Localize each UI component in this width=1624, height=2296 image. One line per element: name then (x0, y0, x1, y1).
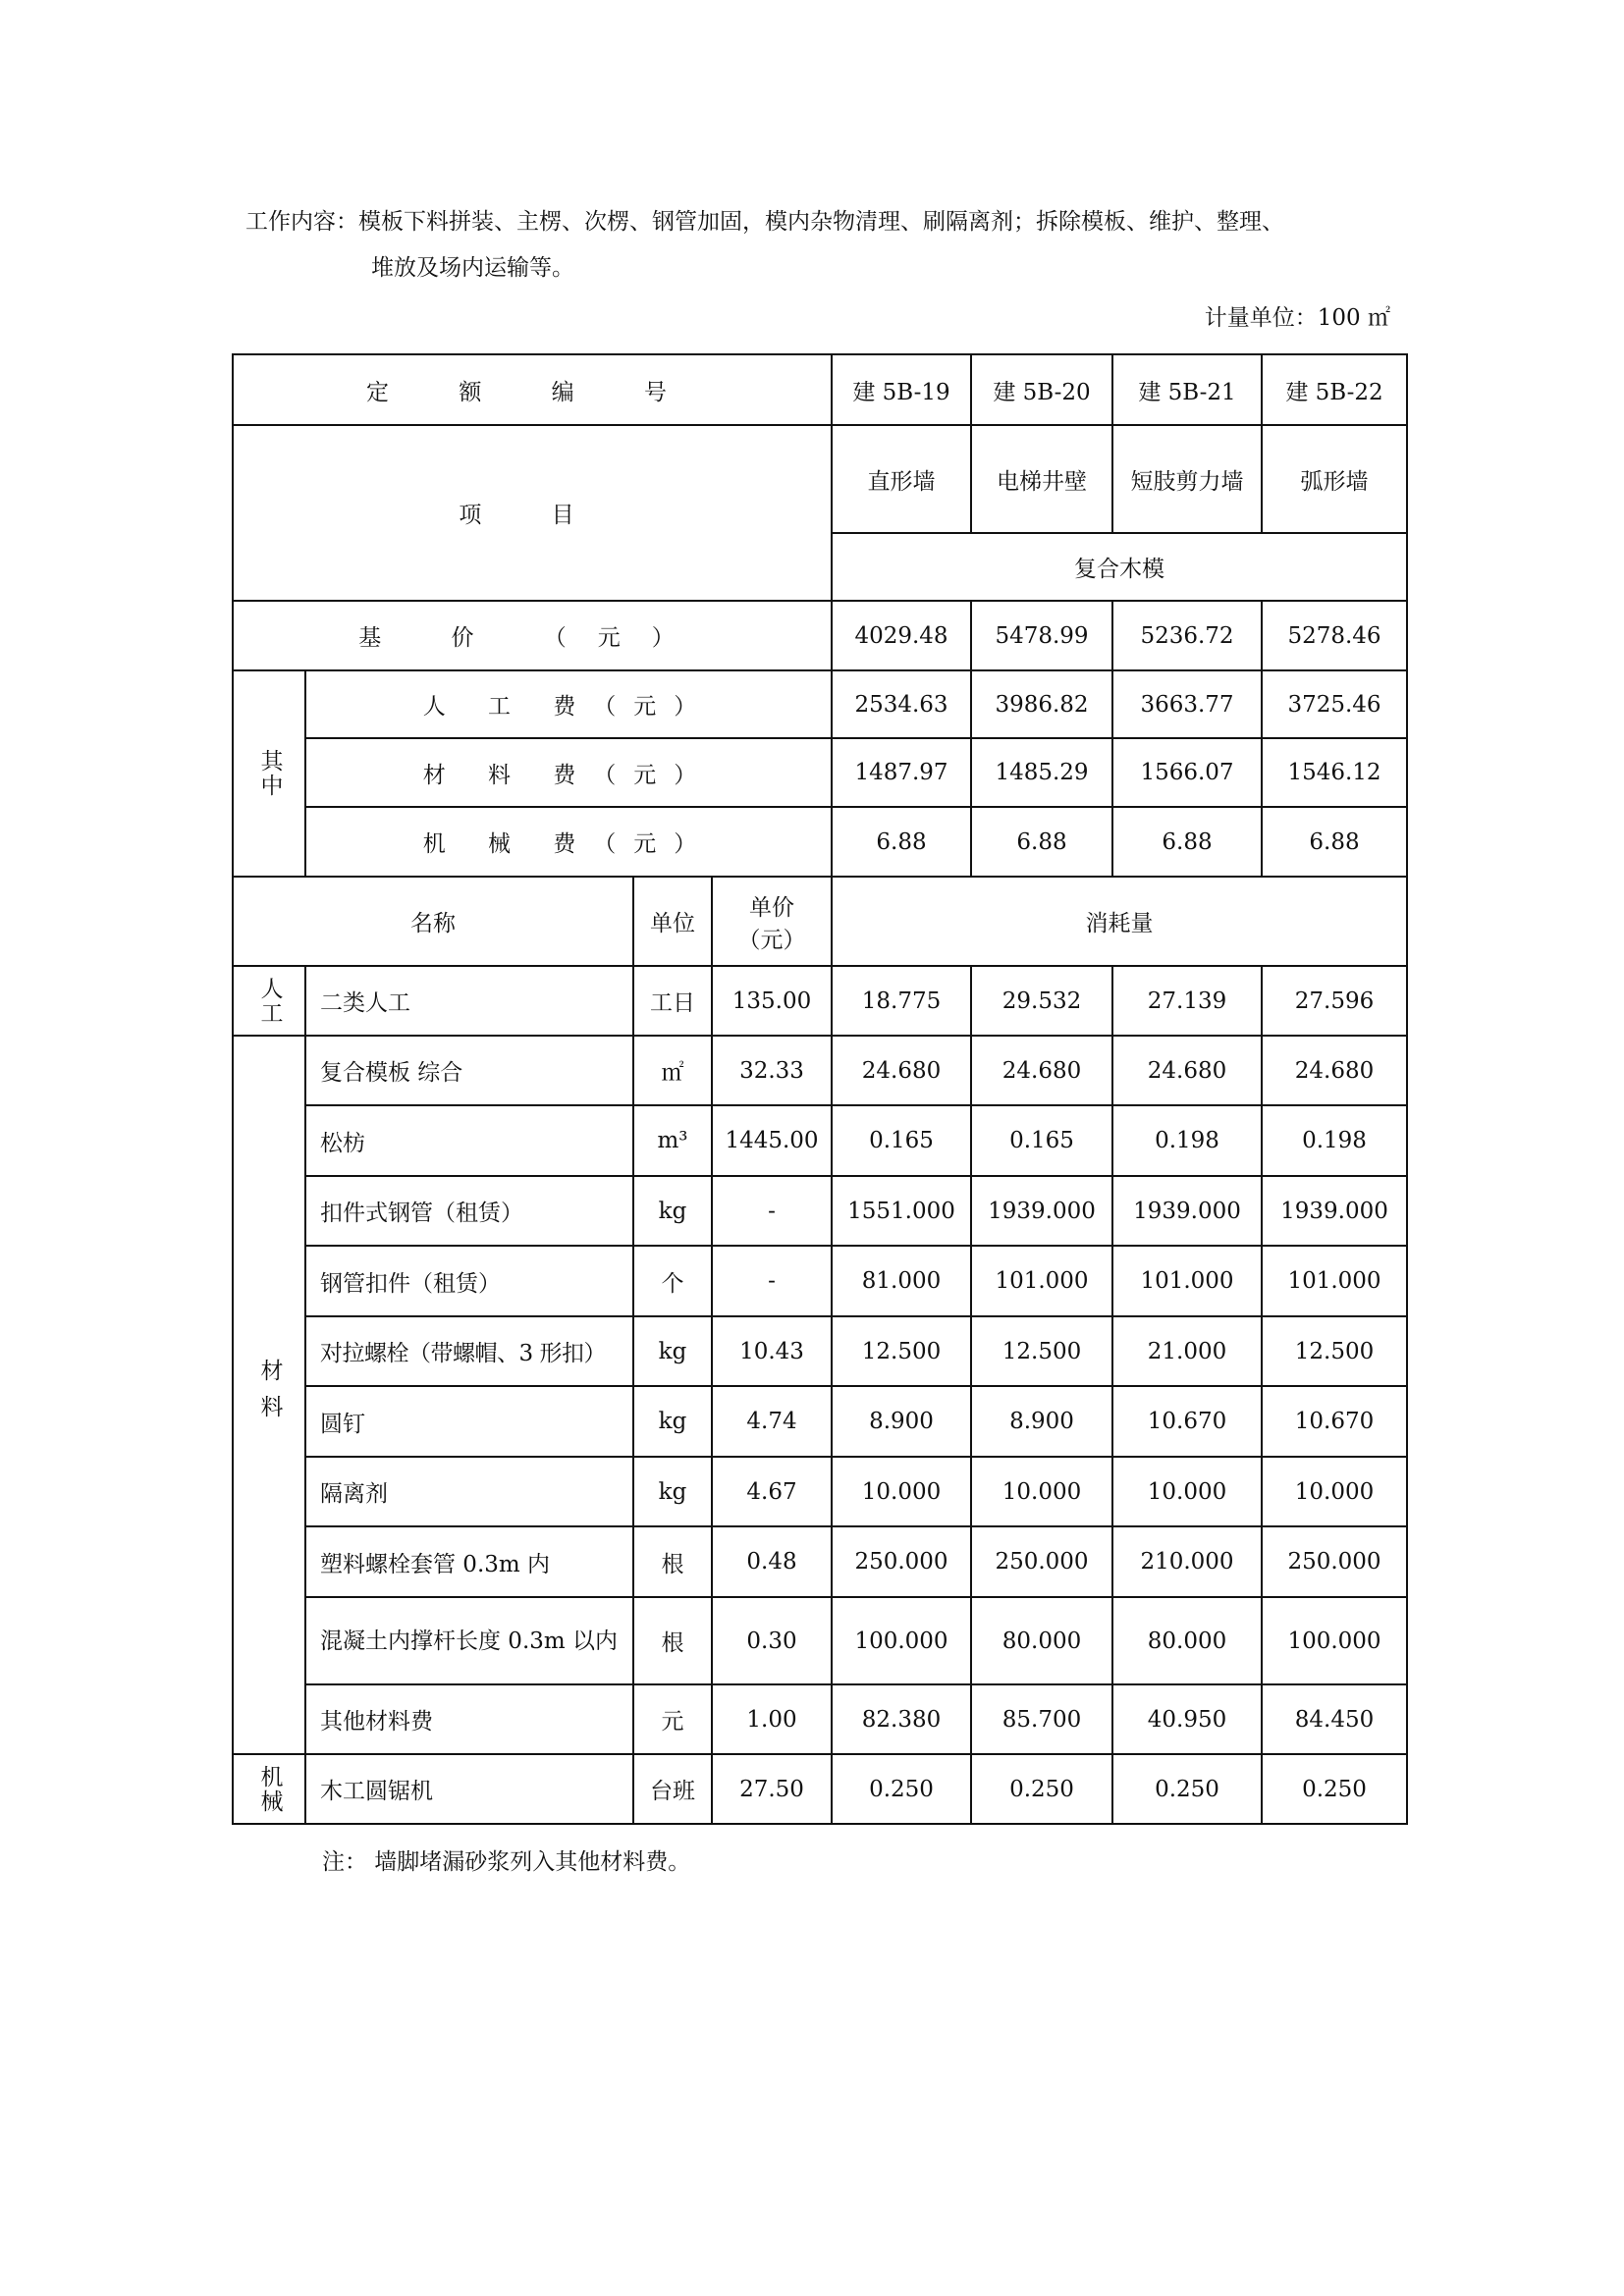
row-value: 101.000 (971, 1246, 1112, 1316)
cost-value: 2534.63 (832, 670, 971, 738)
footnote: 注： 墙脚堵漏砂浆列入其他材料费。 (322, 1849, 691, 1875)
row-value: 81.000 (832, 1246, 971, 1316)
base-price-label: 基 价 （元） (233, 601, 832, 670)
row-value: 10.000 (1112, 1457, 1262, 1526)
item-label: 项 目 (233, 425, 832, 601)
table-row (233, 1176, 1407, 1246)
row-unit: 个 (633, 1246, 712, 1316)
row-price: 135.00 (712, 966, 832, 1036)
row-value: 100.000 (832, 1597, 971, 1684)
material-cost-row (233, 738, 1407, 807)
row-price: 1.00 (712, 1684, 832, 1754)
row-unit: 元 (633, 1684, 712, 1754)
row-value: 250.000 (971, 1526, 1112, 1597)
cost-label: 人 工 费（元） (305, 670, 832, 738)
row-price: 4.67 (712, 1457, 832, 1526)
cost-value: 6.88 (1262, 807, 1407, 877)
row-price: 27.50 (712, 1754, 832, 1824)
row-price: 1445.00 (712, 1105, 832, 1176)
cost-value: 3725.46 (1262, 670, 1407, 738)
row-value: 12.500 (832, 1316, 971, 1386)
table-row (233, 1526, 1407, 1597)
row-value: 12.500 (971, 1316, 1112, 1386)
cost-value: 1487.97 (832, 738, 971, 807)
group-label: 复合木模 (832, 533, 1407, 601)
row-name: 对拉螺栓（带螺帽、3 形扣） (305, 1316, 633, 1386)
price-header-line2: （元） (737, 927, 806, 953)
row-value: 85.700 (971, 1684, 1112, 1754)
row-value: 80.000 (1112, 1597, 1262, 1684)
consumption-header: 消耗量 (832, 877, 1407, 966)
row-name: 其他材料费 (305, 1684, 633, 1754)
row-unit: ㎡ (633, 1036, 712, 1105)
table-row (233, 1457, 1407, 1526)
table-row (233, 1316, 1407, 1386)
row-unit: kg (633, 1386, 712, 1457)
machinery-category: 机械 (233, 1754, 305, 1824)
row-name: 松枋 (305, 1105, 633, 1176)
row-name: 圆钉 (305, 1386, 633, 1457)
row-name: 混凝土内撑杆长度 0.3m 以内 (305, 1597, 633, 1684)
row-unit: 台班 (633, 1754, 712, 1824)
table-row (233, 1036, 1407, 1105)
row-value: 24.680 (832, 1036, 971, 1105)
row-unit: 根 (633, 1597, 712, 1684)
labor-cost-row (233, 670, 1407, 738)
price-header (712, 877, 832, 966)
row-value: 0.165 (971, 1105, 1112, 1176)
row-price: 10.43 (712, 1316, 832, 1386)
base-price-value: 5478.99 (971, 601, 1112, 670)
row-value: 82.380 (832, 1684, 971, 1754)
row-price: - (712, 1176, 832, 1246)
cost-value: 6.88 (1112, 807, 1262, 877)
row-name: 木工圆锯机 (305, 1754, 633, 1824)
row-price: 0.48 (712, 1526, 832, 1597)
row-value: 8.900 (971, 1386, 1112, 1457)
cost-label: 材 料 费（元） (305, 738, 832, 807)
row-value: 24.680 (1262, 1036, 1407, 1105)
row-value: 12.500 (1262, 1316, 1407, 1386)
item-row (233, 425, 1407, 533)
name-header: 名称 (233, 877, 633, 966)
row-value: 10.000 (832, 1457, 971, 1526)
item-cell: 直形墙 (832, 425, 971, 533)
row-value: 0.250 (1262, 1754, 1407, 1824)
price-header-line1: 单价 (749, 894, 794, 921)
cost-value: 3663.77 (1112, 670, 1262, 738)
row-value: 0.250 (971, 1754, 1112, 1824)
row-value: 10.670 (1262, 1386, 1407, 1457)
row-price: 4.74 (712, 1386, 832, 1457)
row-value: 27.596 (1262, 966, 1407, 1036)
row-value: 84.450 (1262, 1684, 1407, 1754)
table-row (233, 1246, 1407, 1316)
code-cell: 建 5B-19 (832, 354, 971, 425)
row-unit: kg (633, 1316, 712, 1386)
row-name: 钢管扣件（租赁） (305, 1246, 633, 1316)
row-value: 101.000 (1262, 1246, 1407, 1316)
table-row (233, 1105, 1407, 1176)
table-row (233, 1597, 1407, 1684)
row-unit: kg (633, 1457, 712, 1526)
cost-value: 1485.29 (971, 738, 1112, 807)
table-row (233, 966, 1407, 1036)
unit-label: 计量单位：100 ㎡ (1204, 305, 1390, 331)
code-cell: 建 5B-22 (1262, 354, 1407, 425)
item-cell: 电梯井壁 (971, 425, 1112, 533)
work-content-line2: 堆放及场内运输等。 (371, 255, 574, 281)
row-price: 32.33 (712, 1036, 832, 1105)
unit-header: 单位 (633, 877, 712, 966)
row-value: 250.000 (832, 1526, 971, 1597)
base-price-row (233, 601, 1407, 670)
row-value: 1939.000 (1112, 1176, 1262, 1246)
labor-category: 人工 (233, 966, 305, 1036)
cost-value: 6.88 (832, 807, 971, 877)
cost-value: 1566.07 (1112, 738, 1262, 807)
materials-category: 材料 (233, 1036, 305, 1754)
row-value: 10.000 (971, 1457, 1112, 1526)
row-value: 24.680 (971, 1036, 1112, 1105)
column-header-row (233, 877, 1407, 966)
cost-value: 6.88 (971, 807, 1112, 877)
quota-table (232, 353, 1408, 1825)
table-row (233, 1386, 1407, 1457)
row-value: 1939.000 (971, 1176, 1112, 1246)
row-value: 0.198 (1262, 1105, 1407, 1176)
row-value: 1939.000 (1262, 1176, 1407, 1246)
code-row (233, 354, 1407, 425)
code-cell: 建 5B-21 (1112, 354, 1262, 425)
base-price-value: 4029.48 (832, 601, 971, 670)
cost-value: 3986.82 (971, 670, 1112, 738)
cost-value: 1546.12 (1262, 738, 1407, 807)
row-unit: m³ (633, 1105, 712, 1176)
machine-cost-row (233, 807, 1407, 877)
row-value: 27.139 (1112, 966, 1262, 1036)
row-value: 0.250 (1112, 1754, 1262, 1824)
row-value: 0.250 (832, 1754, 971, 1824)
row-unit: 工日 (633, 966, 712, 1036)
row-value: 100.000 (1262, 1597, 1407, 1684)
row-name: 复合模板 综合 (305, 1036, 633, 1105)
row-value: 250.000 (1262, 1526, 1407, 1597)
row-price: - (712, 1246, 832, 1316)
row-value: 18.775 (832, 966, 971, 1036)
row-value: 101.000 (1112, 1246, 1262, 1316)
code-cell: 建 5B-20 (971, 354, 1112, 425)
code-label: 定 额 编 号 (233, 354, 832, 425)
row-value: 29.532 (971, 966, 1112, 1036)
row-name: 扣件式钢管（租赁） (305, 1176, 633, 1246)
row-name: 隔离剂 (305, 1457, 633, 1526)
row-unit: kg (633, 1176, 712, 1246)
row-value: 24.680 (1112, 1036, 1262, 1105)
base-price-value: 5236.72 (1112, 601, 1262, 670)
row-value: 21.000 (1112, 1316, 1262, 1386)
table-row (233, 1684, 1407, 1754)
cost-label: 机 械 费（元） (305, 807, 832, 877)
row-value: 40.950 (1112, 1684, 1262, 1754)
row-price: 0.30 (712, 1597, 832, 1684)
row-unit: 根 (633, 1526, 712, 1597)
row-value: 1551.000 (832, 1176, 971, 1246)
row-name: 二类人工 (305, 966, 633, 1036)
item-cell: 弧形墙 (1262, 425, 1407, 533)
row-value: 0.165 (832, 1105, 971, 1176)
work-content (245, 199, 1394, 292)
item-cell: 短肢剪力墙 (1112, 425, 1262, 533)
row-value: 10.670 (1112, 1386, 1262, 1457)
row-value: 210.000 (1112, 1526, 1262, 1597)
row-value: 80.000 (971, 1597, 1112, 1684)
table-row (233, 1754, 1407, 1824)
of-which-label: 其中 (233, 670, 305, 877)
row-value: 8.900 (832, 1386, 971, 1457)
work-content-line1: 工作内容：模板下料拼装、主楞、次楞、钢管加固，模内杂物清理、刷隔离剂；拆除模板、维护、整理、 (245, 209, 1284, 235)
row-value: 0.198 (1112, 1105, 1262, 1176)
base-price-value: 5278.46 (1262, 601, 1407, 670)
row-name: 塑料螺栓套管 0.3m 内 (305, 1526, 633, 1597)
row-value: 10.000 (1262, 1457, 1407, 1526)
